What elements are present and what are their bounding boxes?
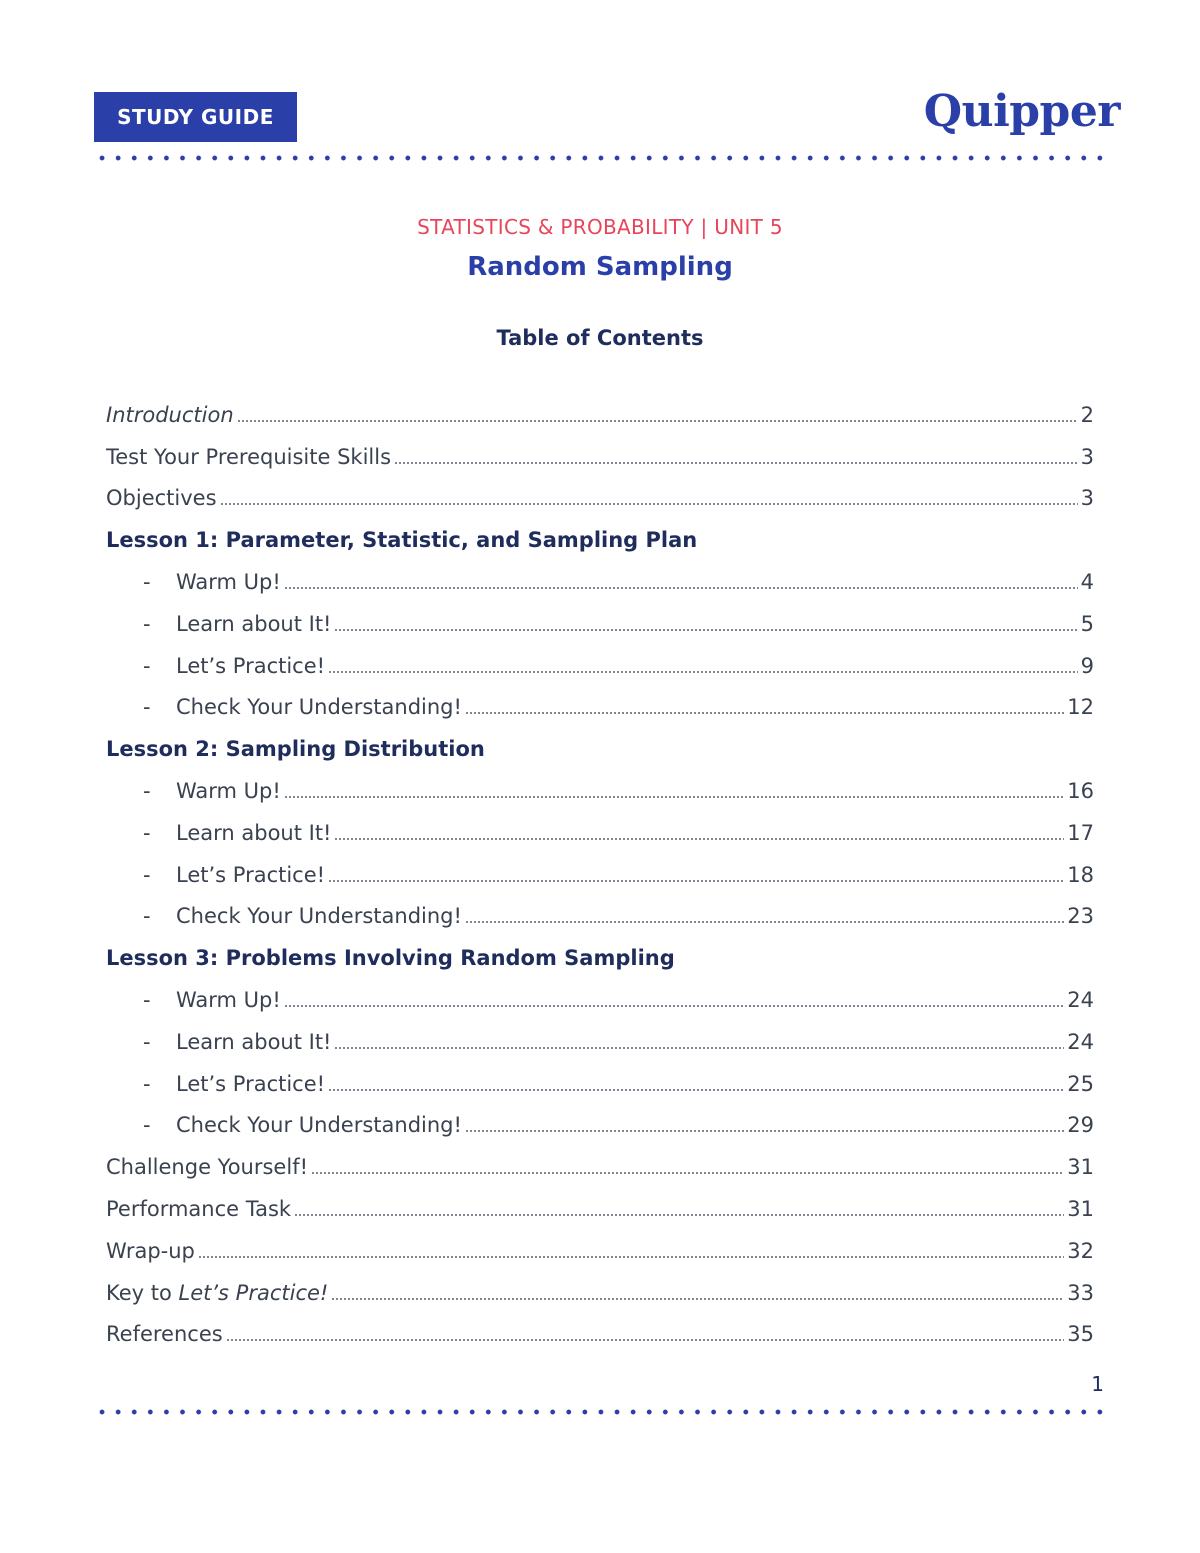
bullet-dash: - bbox=[143, 570, 151, 595]
study-guide-badge bbox=[94, 92, 297, 142]
quipper-logo: Quipper bbox=[923, 86, 1120, 137]
toc-entry-lesson-3-practice[interactable] bbox=[106, 1063, 1094, 1105]
unit-title: STATISTICS & PROBABILITY | UNIT 5 bbox=[417, 215, 783, 239]
toc-entry-lesson-2-learn[interactable] bbox=[106, 812, 1094, 854]
toc-entry-label: Warm Up! bbox=[176, 779, 281, 804]
toc-entry-key-to-practice[interactable] bbox=[106, 1272, 1094, 1314]
toc-entry-page: 24 bbox=[1067, 1029, 1094, 1054]
toc-entry-label: Check Your Understanding! bbox=[176, 1113, 462, 1138]
toc-entry-label: Let’s Practice! bbox=[176, 1071, 326, 1096]
toc-entry-label: Learn about It! bbox=[176, 611, 332, 636]
toc-entry-page: 23 bbox=[1067, 904, 1094, 929]
toc-entry-label-prefix: Key to bbox=[106, 1280, 179, 1305]
toc-entry-page: 3 bbox=[1080, 486, 1094, 511]
toc-entry-lesson-2-check[interactable] bbox=[106, 896, 1094, 938]
toc-entry-lesson-1-learn[interactable] bbox=[106, 603, 1094, 645]
toc-entry-lesson-2-practice[interactable] bbox=[106, 854, 1094, 896]
dot-leader bbox=[237, 404, 1078, 425]
page-number: 1 bbox=[1091, 1372, 1104, 1396]
toc-entry-page: 24 bbox=[1067, 988, 1094, 1013]
toc-entry-page: 31 bbox=[1067, 1197, 1094, 1222]
dot-leader bbox=[465, 697, 1064, 718]
bullet-dash: - bbox=[143, 820, 151, 845]
toc-entry-page: 35 bbox=[1067, 1322, 1094, 1347]
toc-entry-page: 18 bbox=[1067, 862, 1094, 887]
dot-leader bbox=[328, 1073, 1064, 1094]
toc-entry-page: 25 bbox=[1067, 1071, 1094, 1096]
toc-entry-page: 29 bbox=[1067, 1113, 1094, 1138]
toc-lesson-label: Lesson 1: Parameter, Statistic, and Sampling Plan bbox=[106, 528, 698, 553]
dot-leader bbox=[226, 1324, 1065, 1345]
dot-leader bbox=[294, 1199, 1064, 1220]
bullet-dash: - bbox=[143, 779, 151, 804]
footer-dotted-divider bbox=[94, 1409, 1104, 1415]
toc-entry-page: 32 bbox=[1067, 1238, 1094, 1263]
toc-entry-label: Check Your Understanding! bbox=[176, 904, 462, 929]
toc-entry-lesson-1-warm-up[interactable] bbox=[106, 561, 1094, 603]
toc-heading: Table of Contents bbox=[496, 326, 704, 350]
toc-entry-label: Warm Up! bbox=[176, 570, 281, 595]
toc-entry-page: 4 bbox=[1080, 570, 1094, 595]
bullet-dash: - bbox=[143, 695, 151, 720]
header-dotted-divider bbox=[94, 155, 1104, 161]
toc-entry-page: 3 bbox=[1080, 444, 1094, 469]
toc-entry-lesson-3-warm-up[interactable] bbox=[106, 979, 1094, 1021]
dot-leader bbox=[465, 1115, 1064, 1136]
dot-leader bbox=[328, 864, 1064, 885]
dot-leader bbox=[284, 572, 1078, 593]
bullet-dash: - bbox=[143, 611, 151, 636]
toc-entry-label: Wrap-up bbox=[106, 1238, 195, 1263]
toc-entry-label: Let’s Practice! bbox=[176, 862, 326, 887]
dot-leader bbox=[328, 655, 1078, 676]
toc-entry-lesson-2-warm-up[interactable] bbox=[106, 770, 1094, 812]
toc-entry-lesson-3-check[interactable] bbox=[106, 1105, 1094, 1147]
dot-leader bbox=[220, 488, 1078, 509]
toc-entry-prerequisite-skills[interactable] bbox=[106, 436, 1094, 478]
dot-leader bbox=[284, 990, 1064, 1011]
toc-entry-label: Test Your Prerequisite Skills bbox=[106, 444, 392, 469]
bullet-dash: - bbox=[143, 862, 151, 887]
toc-entry-page: 16 bbox=[1067, 779, 1094, 804]
dot-leader bbox=[331, 1282, 1064, 1303]
toc-entry-label-italic: Let’s Practice! bbox=[178, 1280, 329, 1305]
toc-entry-lesson-1-check[interactable] bbox=[106, 687, 1094, 729]
table-of-contents bbox=[106, 394, 1094, 1355]
bullet-dash: - bbox=[143, 988, 151, 1013]
toc-entry-label: Learn about It! bbox=[176, 820, 332, 845]
toc-entry-label: References bbox=[106, 1322, 223, 1347]
toc-entry-label bbox=[106, 1281, 328, 1305]
toc-lesson-1-heading[interactable] bbox=[106, 519, 1094, 561]
toc-entry-page: 9 bbox=[1080, 653, 1094, 678]
bullet-dash: - bbox=[143, 904, 151, 929]
toc-entry-page: 17 bbox=[1067, 820, 1094, 845]
study-guide-label: STUDY GUIDE bbox=[117, 105, 274, 129]
toc-entry-label: Introduction bbox=[106, 402, 234, 427]
bullet-dash: - bbox=[143, 653, 151, 678]
toc-lesson-2-heading[interactable] bbox=[106, 728, 1094, 770]
toc-entry-page: 31 bbox=[1067, 1155, 1094, 1180]
dot-leader bbox=[465, 906, 1064, 927]
toc-entry-performance-task[interactable] bbox=[106, 1188, 1094, 1230]
toc-entry-page: 2 bbox=[1080, 402, 1094, 427]
toc-entry-objectives[interactable] bbox=[106, 478, 1094, 520]
toc-lesson-3-heading[interactable] bbox=[106, 937, 1094, 979]
dot-leader bbox=[311, 1157, 1064, 1178]
dot-leader bbox=[334, 822, 1064, 843]
bullet-dash: - bbox=[143, 1113, 151, 1138]
toc-entry-label: Let’s Practice! bbox=[176, 653, 326, 678]
toc-entry-label: Challenge Yourself! bbox=[106, 1155, 309, 1180]
toc-entry-lesson-1-practice[interactable] bbox=[106, 645, 1094, 687]
toc-entry-label: Check Your Understanding! bbox=[176, 695, 462, 720]
toc-entry-page: 33 bbox=[1067, 1280, 1094, 1305]
topic-title: Random Sampling bbox=[467, 252, 733, 282]
toc-entry-label: Learn about It! bbox=[176, 1029, 332, 1054]
toc-lesson-label: Lesson 3: Problems Involving Random Sampling bbox=[106, 946, 675, 971]
toc-entry-label: Warm Up! bbox=[176, 988, 281, 1013]
dot-leader bbox=[198, 1240, 1064, 1261]
dot-leader bbox=[284, 781, 1064, 802]
dot-leader bbox=[394, 446, 1078, 467]
toc-entry-page: 12 bbox=[1067, 695, 1094, 720]
toc-entry-introduction[interactable] bbox=[106, 394, 1094, 436]
toc-entry-challenge-yourself[interactable] bbox=[106, 1146, 1094, 1188]
toc-entry-label: Objectives bbox=[106, 486, 217, 511]
toc-entry-lesson-3-learn[interactable] bbox=[106, 1021, 1094, 1063]
dot-leader bbox=[334, 613, 1077, 634]
toc-entry-label: Performance Task bbox=[106, 1197, 292, 1222]
toc-entry-references[interactable] bbox=[106, 1314, 1094, 1356]
bullet-dash: - bbox=[143, 1071, 151, 1096]
bullet-dash: - bbox=[143, 1029, 151, 1054]
toc-entry-wrap-up[interactable] bbox=[106, 1230, 1094, 1272]
toc-entry-page: 5 bbox=[1080, 611, 1094, 636]
dot-leader bbox=[334, 1031, 1064, 1052]
toc-lesson-label: Lesson 2: Sampling Distribution bbox=[106, 737, 485, 762]
